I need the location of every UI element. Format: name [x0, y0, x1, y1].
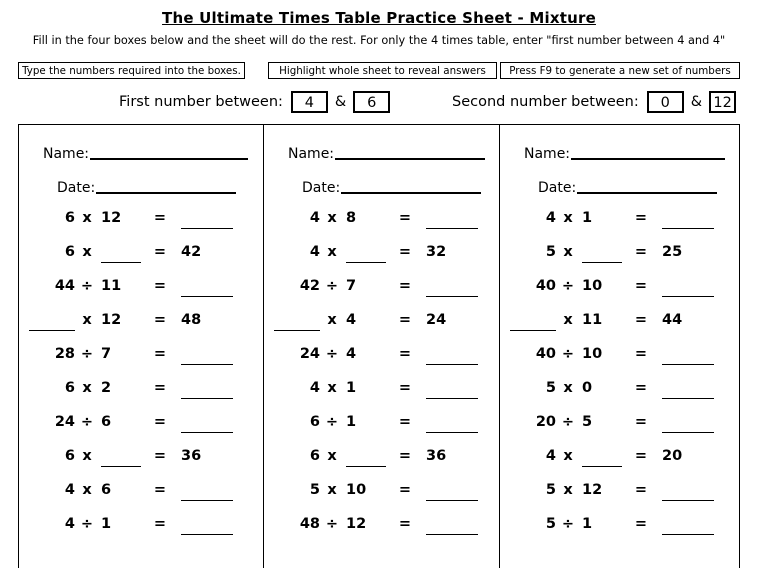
problem-list	[274, 210, 485, 550]
equals-sign: =	[153, 482, 167, 498]
answer-blank[interactable]	[426, 364, 478, 365]
answer-blank[interactable]	[426, 432, 478, 433]
operand-second: 0	[582, 380, 593, 396]
problem-row	[510, 244, 725, 278]
date-field-row	[29, 162, 249, 196]
equals-sign: =	[153, 516, 167, 532]
operand-first[interactable]	[29, 312, 78, 328]
name-write-line[interactable]	[90, 157, 248, 160]
answer-value[interactable]	[656, 278, 720, 294]
operand-second[interactable]	[96, 448, 145, 464]
operand-first: 48	[299, 516, 320, 532]
answer-value[interactable]	[656, 414, 720, 430]
operand-second-blank[interactable]	[101, 262, 141, 263]
equals-sign: =	[153, 244, 167, 260]
problem-row	[510, 312, 725, 346]
equals-sign: =	[398, 414, 412, 430]
operand-first: 4	[309, 380, 320, 396]
operand-second: 2	[101, 380, 112, 396]
answer-value[interactable]	[656, 482, 720, 498]
answer-value[interactable]	[175, 380, 239, 396]
operand-second[interactable]	[96, 244, 145, 260]
operand-second: 11	[101, 278, 122, 294]
problem-row	[510, 414, 725, 448]
problem-row	[29, 312, 249, 346]
name-write-line[interactable]	[571, 157, 725, 160]
problem-row	[274, 516, 485, 550]
operand-first: 6	[309, 448, 320, 464]
answer-blank[interactable]	[181, 228, 233, 229]
multiply-operator: x	[563, 244, 573, 260]
equals-sign: =	[153, 380, 167, 396]
answer-value[interactable]	[175, 210, 239, 226]
date-write-line[interactable]	[96, 191, 236, 194]
equals-sign: =	[398, 346, 412, 362]
problem-list	[29, 210, 249, 550]
multiply-operator: x	[82, 244, 92, 260]
divide-operator: ÷	[325, 346, 339, 362]
problem-row	[274, 312, 485, 346]
tip-boxes-row	[0, 62, 758, 81]
operand-first: 4	[309, 244, 320, 260]
problem-row	[29, 516, 249, 550]
multiply-operator: x	[82, 380, 92, 396]
operand-second: 1	[346, 414, 357, 430]
equals-sign: =	[398, 244, 412, 260]
equals-sign: =	[634, 516, 648, 532]
date-write-line[interactable]	[341, 191, 481, 194]
answer-value: 36	[181, 448, 202, 464]
answer-value[interactable]	[175, 278, 239, 294]
operand-second: 10	[582, 346, 603, 362]
problem-row	[29, 278, 249, 312]
multiply-operator: x	[327, 482, 337, 498]
multiply-operator: x	[563, 482, 573, 498]
multiply-operator: x	[563, 448, 573, 464]
operand-first: 4	[545, 448, 556, 464]
equals-sign: =	[634, 244, 648, 260]
operand-first: 4	[64, 482, 75, 498]
answer-value: 42	[181, 244, 202, 260]
problem-row	[510, 346, 725, 380]
tip-box-type-numbers: Type the numbers required into the boxes.	[18, 62, 245, 79]
date-field-row	[274, 162, 485, 196]
answer-value: 48	[181, 312, 202, 328]
operand-first: 4	[64, 516, 75, 532]
page-title: The Ultimate Times Table Practice Sheet - Mixture	[162, 9, 596, 27]
second-number-label: Second number between:	[452, 94, 639, 110]
equals-sign: =	[398, 210, 412, 226]
operand-first: 6	[64, 210, 75, 226]
multiply-operator: x	[563, 210, 573, 226]
operand-second[interactable]	[341, 244, 390, 260]
date-field-row	[510, 162, 725, 196]
answer-value[interactable]	[420, 210, 484, 226]
operand-first[interactable]	[274, 312, 323, 328]
operand-first: 40	[535, 278, 556, 294]
problem-row	[29, 482, 249, 516]
answer-blank[interactable]	[426, 228, 478, 229]
operand-second: 4	[346, 312, 357, 328]
multiply-operator: x	[82, 482, 92, 498]
problem-row	[274, 380, 485, 414]
answer-blank[interactable]	[426, 534, 478, 535]
operand-second: 1	[346, 380, 357, 396]
answer-value[interactable]	[420, 346, 484, 362]
equals-sign: =	[634, 380, 648, 396]
operand-second: 10	[582, 278, 603, 294]
operand-first[interactable]	[510, 312, 559, 328]
answer-value[interactable]	[656, 516, 720, 532]
problem-row	[29, 448, 249, 482]
operand-first: 28	[54, 346, 75, 362]
problem-row	[274, 346, 485, 380]
answer-value[interactable]	[420, 278, 484, 294]
operand-second[interactable]	[577, 448, 626, 464]
equals-sign: =	[634, 414, 648, 430]
problem-row	[510, 278, 725, 312]
operand-second-blank[interactable]	[346, 262, 386, 263]
operand-second: 1	[101, 516, 112, 532]
problem-row	[29, 210, 249, 244]
equals-sign: =	[153, 210, 167, 226]
operand-first: 42	[299, 278, 320, 294]
problem-row	[510, 482, 725, 516]
second-number-max-input[interactable]: 12	[709, 91, 736, 113]
equals-sign: =	[634, 278, 648, 294]
worksheet-column-inner	[19, 125, 263, 550]
operand-second: 4	[346, 346, 357, 362]
answer-value[interactable]	[175, 482, 239, 498]
answer-blank[interactable]	[426, 398, 478, 399]
operand-first: 4	[545, 210, 556, 226]
first-number-label: First number between:	[119, 94, 283, 110]
problem-row	[510, 210, 725, 244]
operand-second: 12	[101, 312, 122, 328]
answer-value: 25	[662, 244, 683, 260]
worksheet-column-inner	[500, 125, 739, 550]
equals-sign: =	[153, 346, 167, 362]
answer-value[interactable]	[656, 346, 720, 362]
operand-first: 6	[64, 244, 75, 260]
operand-second: 10	[346, 482, 367, 498]
equals-sign: =	[398, 516, 412, 532]
multiply-operator: x	[327, 312, 337, 328]
equals-sign: =	[153, 312, 167, 328]
problem-row	[274, 448, 485, 482]
answer-blank[interactable]	[181, 296, 233, 297]
operand-first: 5	[545, 516, 556, 532]
worksheet-column	[18, 124, 263, 568]
multiply-operator: x	[327, 448, 337, 464]
answer-value: 44	[662, 312, 683, 328]
operand-first: 24	[54, 414, 75, 430]
divide-operator: ÷	[80, 346, 94, 362]
second-number-range-group	[452, 88, 736, 116]
divide-operator: ÷	[80, 516, 94, 532]
operand-second: 12	[346, 516, 367, 532]
operand-first: 6	[64, 448, 75, 464]
answer-blank[interactable]	[181, 398, 233, 399]
multiply-operator: x	[82, 312, 92, 328]
multiply-operator: x	[563, 312, 573, 328]
equals-sign: =	[398, 448, 412, 464]
divide-operator: ÷	[561, 346, 575, 362]
operand-second: 6	[101, 482, 112, 498]
equals-sign: =	[398, 278, 412, 294]
multiply-operator: x	[563, 380, 573, 396]
problem-row	[274, 414, 485, 448]
operand-first: 5	[545, 380, 556, 396]
first-number-min-input[interactable]: 4	[291, 91, 328, 113]
instructions-text: Fill in the four boxes below and the sheet will do the rest. For only the 4 times table, enter "first number between 4 and 4"	[32, 34, 726, 47]
second-range-separator: &	[690, 94, 703, 110]
equals-sign: =	[398, 380, 412, 396]
worksheet-column	[263, 124, 499, 568]
answer-blank[interactable]	[181, 432, 233, 433]
range-inputs-row	[0, 88, 758, 116]
operand-second: 8	[346, 210, 357, 226]
operand-second-blank[interactable]	[582, 466, 622, 467]
answer-blank[interactable]	[181, 364, 233, 365]
tip-box-press-f9: Press F9 to generate a new set of numbers	[500, 62, 740, 79]
operand-first: 44	[54, 278, 75, 294]
name-label: Name:	[524, 146, 571, 162]
first-number-range-group	[119, 88, 390, 116]
multiply-operator: x	[82, 448, 92, 464]
operand-second: 12	[582, 482, 603, 498]
multiply-operator: x	[327, 244, 337, 260]
operand-first: 20	[535, 414, 556, 430]
date-label: Date:	[57, 180, 96, 196]
answer-value[interactable]	[420, 516, 484, 532]
operand-second[interactable]	[341, 448, 390, 464]
divide-operator: ÷	[325, 516, 339, 532]
operand-second: 5	[582, 414, 593, 430]
equals-sign: =	[153, 448, 167, 464]
answer-value[interactable]	[175, 346, 239, 362]
problem-row	[274, 244, 485, 278]
tip-box-highlight-sheet: Highlight whole sheet to reveal answers	[268, 62, 497, 79]
answer-value[interactable]	[420, 380, 484, 396]
equals-sign: =	[634, 448, 648, 464]
divide-operator: ÷	[80, 278, 94, 294]
problem-row	[510, 380, 725, 414]
operand-second: 1	[582, 210, 593, 226]
operand-second: 7	[101, 346, 112, 362]
problem-list	[510, 210, 725, 550]
answer-blank[interactable]	[662, 228, 714, 229]
name-field-row	[29, 125, 249, 162]
answer-blank[interactable]	[662, 432, 714, 433]
operand-second-blank[interactable]	[346, 466, 386, 467]
answer-value[interactable]	[420, 414, 484, 430]
equals-sign: =	[634, 346, 648, 362]
equals-sign: =	[634, 482, 648, 498]
operand-first: 24	[299, 346, 320, 362]
answer-value: 24	[426, 312, 447, 328]
operand-first: 4	[309, 210, 320, 226]
answer-blank[interactable]	[426, 500, 478, 501]
equals-sign: =	[634, 312, 648, 328]
name-field-row	[274, 125, 485, 162]
problem-row	[29, 414, 249, 448]
second-number-min-input[interactable]: 0	[647, 91, 684, 113]
operand-first-blank[interactable]	[274, 330, 320, 331]
operand-first: 5	[545, 244, 556, 260]
problem-row	[29, 380, 249, 414]
answer-blank[interactable]	[662, 364, 714, 365]
worksheet-column	[499, 124, 740, 568]
answer-value: 36	[426, 448, 447, 464]
first-number-max-input[interactable]: 6	[353, 91, 390, 113]
problem-row	[274, 278, 485, 312]
answer-blank[interactable]	[662, 398, 714, 399]
operand-second: 7	[346, 278, 357, 294]
operand-first: 40	[535, 346, 556, 362]
problem-row	[510, 448, 725, 482]
answer-blank[interactable]	[662, 500, 714, 501]
equals-sign: =	[398, 312, 412, 328]
operand-first-blank[interactable]	[510, 330, 556, 331]
operand-second: 6	[101, 414, 112, 430]
operand-first: 5	[309, 482, 320, 498]
name-write-line[interactable]	[335, 157, 485, 160]
answer-value[interactable]	[656, 380, 720, 396]
divide-operator: ÷	[561, 516, 575, 532]
multiply-operator: x	[327, 210, 337, 226]
answer-value[interactable]	[175, 516, 239, 532]
answer-value: 32	[426, 244, 447, 260]
answer-value[interactable]	[420, 482, 484, 498]
answer-value[interactable]	[175, 414, 239, 430]
operand-second-blank[interactable]	[582, 262, 622, 263]
answer-blank[interactable]	[662, 534, 714, 535]
equals-sign: =	[153, 414, 167, 430]
name-label: Name:	[288, 146, 335, 162]
equals-sign: =	[398, 482, 412, 498]
date-label: Date:	[538, 180, 577, 196]
problem-row	[510, 516, 725, 550]
divide-operator: ÷	[561, 278, 575, 294]
answer-blank[interactable]	[181, 500, 233, 501]
multiply-operator: x	[327, 380, 337, 396]
date-label: Date:	[302, 180, 341, 196]
answer-value: 20	[662, 448, 683, 464]
divide-operator: ÷	[561, 414, 575, 430]
answer-blank[interactable]	[426, 296, 478, 297]
operand-second-blank[interactable]	[101, 466, 141, 467]
operand-second: 12	[101, 210, 122, 226]
divide-operator: ÷	[325, 278, 339, 294]
operand-first-blank[interactable]	[29, 330, 75, 331]
name-label: Name:	[43, 146, 90, 162]
divide-operator: ÷	[80, 414, 94, 430]
divide-operator: ÷	[325, 414, 339, 430]
operand-second: 11	[582, 312, 603, 328]
problem-row	[274, 482, 485, 516]
operand-second[interactable]	[577, 244, 626, 260]
name-field-row	[510, 125, 725, 162]
operand-first: 6	[64, 380, 75, 396]
worksheet-body	[18, 124, 740, 568]
answer-blank[interactable]	[181, 534, 233, 535]
operand-first: 5	[545, 482, 556, 498]
worksheet-column-inner	[264, 125, 499, 550]
equals-sign: =	[153, 278, 167, 294]
equals-sign: =	[634, 210, 648, 226]
multiply-operator: x	[82, 210, 92, 226]
problem-row	[274, 210, 485, 244]
problem-row	[29, 244, 249, 278]
date-write-line[interactable]	[577, 191, 717, 194]
first-range-separator: &	[334, 94, 347, 110]
answer-blank[interactable]	[662, 296, 714, 297]
operand-first: 6	[309, 414, 320, 430]
problem-row	[29, 346, 249, 380]
operand-second: 1	[582, 516, 593, 532]
answer-value[interactable]	[656, 210, 720, 226]
